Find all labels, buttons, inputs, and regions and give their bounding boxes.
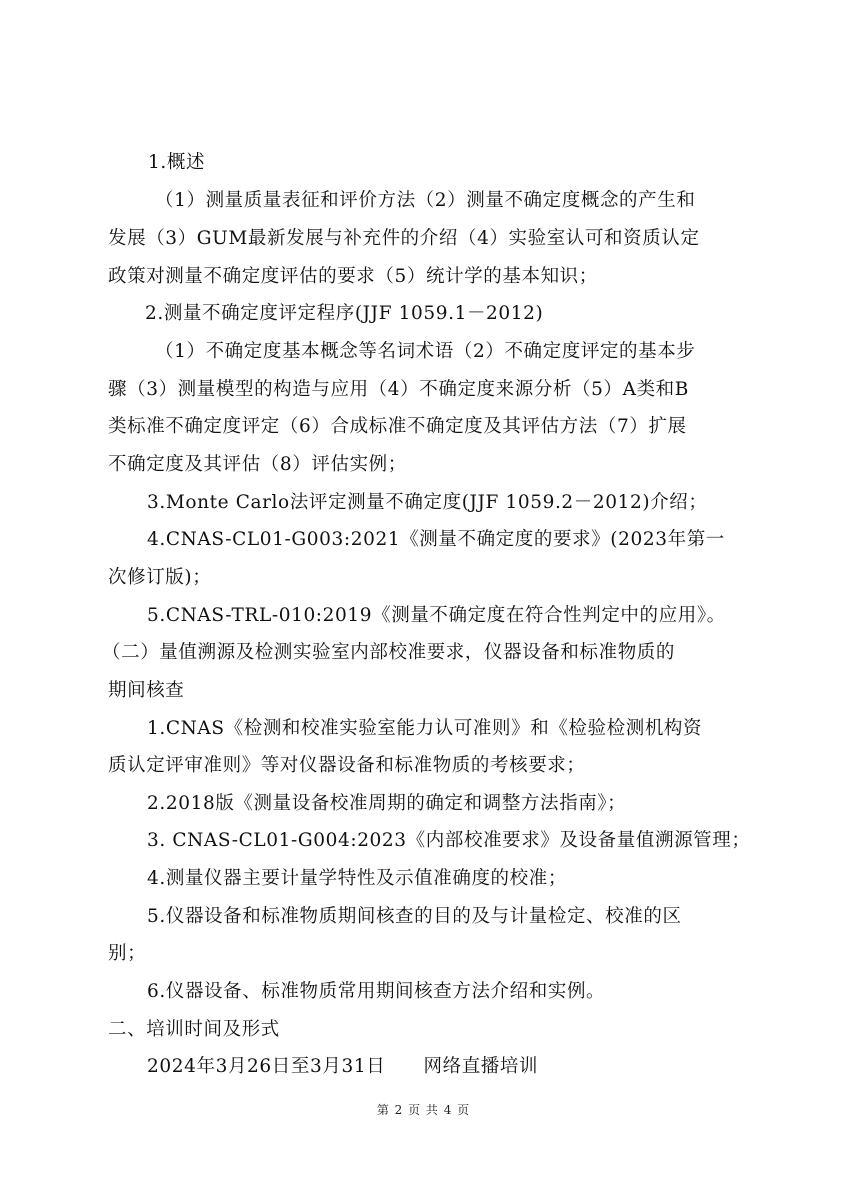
text-line: 不确定度及其评估（8）评估实例； bbox=[108, 454, 407, 475]
text-line: 2.2018版《测量设备校准周期的确定和调整方法指南》； bbox=[147, 793, 627, 814]
text-line: 3. CNAS-CL01-G004:2023《内部校准要求》及设备量值溯源管理； bbox=[147, 830, 751, 851]
text-line: （1）测量质量表征和评价方法（2）测量不确定度概念的产生和 bbox=[155, 190, 696, 211]
text-line: 质认定评审准则》等对仪器设备和标准物质的考核要求； bbox=[108, 755, 586, 776]
text-line: 别； bbox=[108, 943, 147, 964]
text-line: 2024年3月26日至3月31日 网络直播培训 bbox=[147, 1056, 539, 1077]
text-line: 6.仪器设备、标准物质常用期间核查方法介绍和实例。 bbox=[147, 981, 606, 1002]
section-heading: （二）量值溯源及检测实验室内部校准要求，仪器设备和标准物质的 bbox=[102, 642, 676, 663]
text-line: 4.测量仪器主要计量学特性及示值准确度的校准； bbox=[147, 868, 567, 889]
text-line: 1.CNAS《检测和校准实验室能力认可准则》和《检验检测机构资 bbox=[147, 718, 703, 739]
page-footer: 第 2 页 共 4 页 bbox=[376, 1103, 471, 1117]
text-line: 4.CNAS-CL01-G003:2021《测量不确定度的要求》(2023年第一 bbox=[147, 529, 725, 550]
text-line: 2.测量不确定度评定程序(JJF 1059.1－2012) bbox=[145, 303, 544, 324]
text-line: 类标准不确定度评定（6）合成标准不确定度及其评估方法（7）扩展 bbox=[108, 416, 687, 437]
text-line: 3.Monte Carlo法评定测量不确定度(JJF 1059.2－2012)介绍； bbox=[147, 492, 708, 513]
text-line: 1.概述 bbox=[148, 152, 206, 173]
section-heading: 期间核查 bbox=[108, 680, 185, 701]
text-line: 发展（3）GUM最新发展与补充件的介绍（4）实验室认可和资质认定 bbox=[108, 228, 700, 249]
text-line: 5.CNAS-TRL-010:2019《测量不确定度在符合性判定中的应用》。 bbox=[147, 605, 726, 626]
section-heading: 二、培训时间及形式 bbox=[108, 1019, 280, 1040]
text-line: 政策对测量不确定度评估的要求（5）统计学的基本知识； bbox=[108, 266, 598, 287]
text-line: 次修订版)； bbox=[108, 567, 212, 588]
text-line: 5.仪器设备和标准物质期间核查的目的及与计量检定、校准的区 bbox=[147, 906, 682, 927]
text-line: （1）不确定度基本概念等名词术语（2）不确定度评定的基本步 bbox=[155, 341, 696, 362]
text-line: 骤（3）测量模型的构造与应用（4）不确定度来源分析（5）A类和B bbox=[108, 379, 689, 400]
